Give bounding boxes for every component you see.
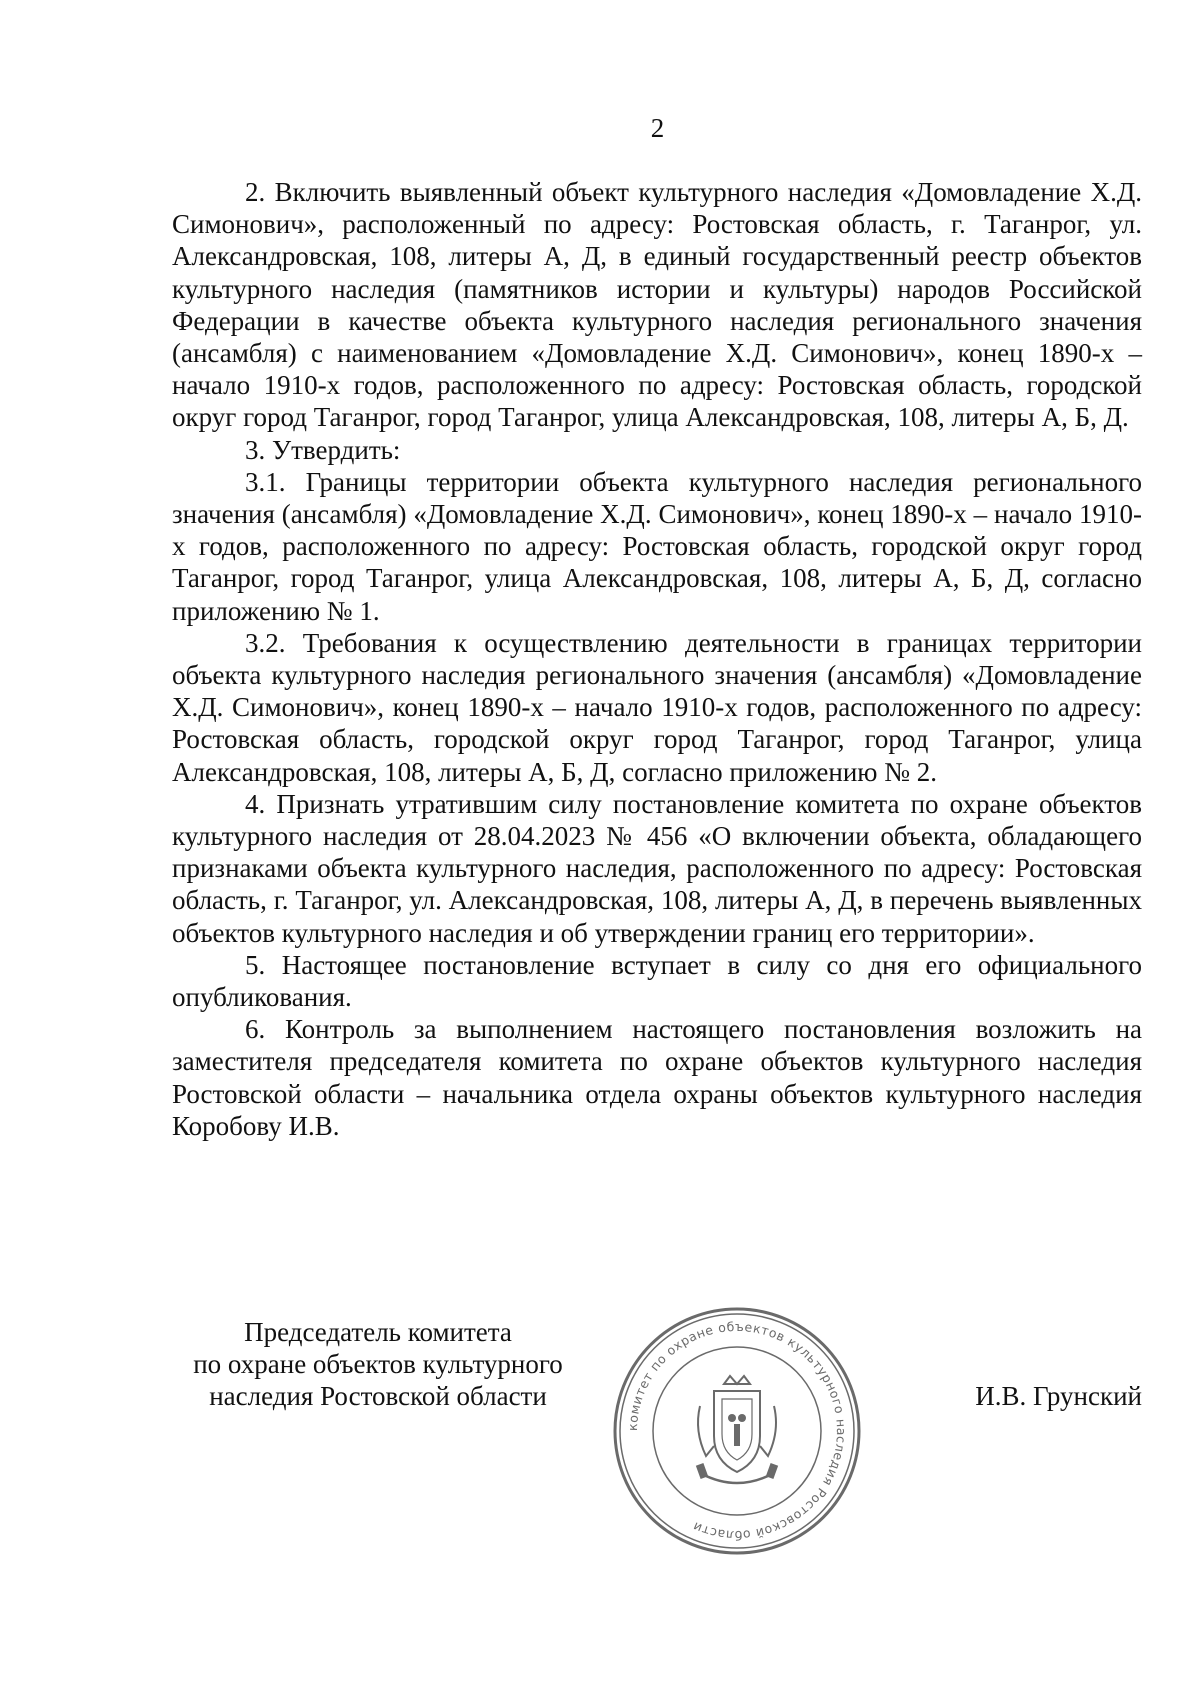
signer-name: И.В. Грунский	[975, 1381, 1142, 1411]
paragraph-item-5: 5. Настоящее постановление вступает в силу со дня его официального опубликования.	[172, 949, 1142, 1013]
signer-title-line-3: наследия Ростовской области	[209, 1381, 547, 1412]
document-body	[172, 176, 1142, 1142]
signer-title-line-1: Председатель комитета	[244, 1317, 512, 1347]
paragraph-item-2: 2. Включить выявленный объект культурного наследия «Домовладение Х.Д. Симонович», расположенный по адресу: Ростовская область, г. Таганрог, ул. Александровская, 108, литеры А, Д, в единый государственный реестр объектов культурного наследия (памятников истории и культуры) народов Российской Федерации в качестве объекта культурного наследия регионального значения (ансамбля) с наименованием «Домовладение Х.Д. Симонович», конец 1890-х – начало 1910-х годов, расположенного по адресу: Ростовская область, городской округ город Таганрог, город Таганрог, улица Александровская, 108, литеры А, Б, Д.	[172, 177, 1142, 433]
paragraph-item-4: 4. Признать утратившим силу постановление комитета по охране объектов культурного наследия от 28.04.2023 № 456 «О включении объекта, обладающего признаками объекта культурного наследия, расположенного по адресу: Ростовская область, г. Таганрог, ул. Александровская, 108, литеры А, Д, в перечень выявленных объектов культурного наследия и об утверждении границ его территории».	[172, 788, 1142, 948]
official-seal-stamp	[602, 1296, 872, 1566]
seal-text: комитет по охране объектов культурного наследия Ростовской области	[624, 1318, 850, 1544]
seal-emblem-icon	[602, 1296, 872, 1566]
signature-block	[172, 1316, 1142, 1576]
page-number: 2	[650, 113, 665, 143]
paragraph-item-3-2: 3.2. Требования к осуществлению деятельности в границах территории объекта культурного наследия регионального значения (ансамбля) «Домовладение Х.Д. Симонович», конец 1890-х – начало 1910-х годов, расположенного по адресу: Ростовская область, городской округ город Таганрог, город Таганрог, улица Александровская, 108, литеры А, Б, Д, согласно приложению № 2.	[172, 627, 1142, 787]
signer-title	[172, 1316, 584, 1413]
paragraph-item-3-1: 3.1. Границы территории объекта культурного наследия регионального значения (ансамбля) «Домовладение Х.Д. Симонович», конец 1890-х – начало 1910-х годов, расположенного по адресу: Ростовская область, городской округ город Таганрог, город Таганрог, улица Александровская, 108, литеры А, Б, Д, согласно приложению № 1.	[172, 466, 1142, 626]
paragraph-item-3: 3. Утвердить:	[245, 434, 401, 465]
paragraph-item-6: 6. Контроль за выполнением настоящего постановления возложить на заместителя председателя комитета по охране объектов культурного наследия Ростовской области – начальника отдела охраны объектов культурного наследия Коробову И.В.	[172, 1014, 1142, 1141]
signer-title-line-2: по охране объектов культурного	[193, 1349, 563, 1380]
